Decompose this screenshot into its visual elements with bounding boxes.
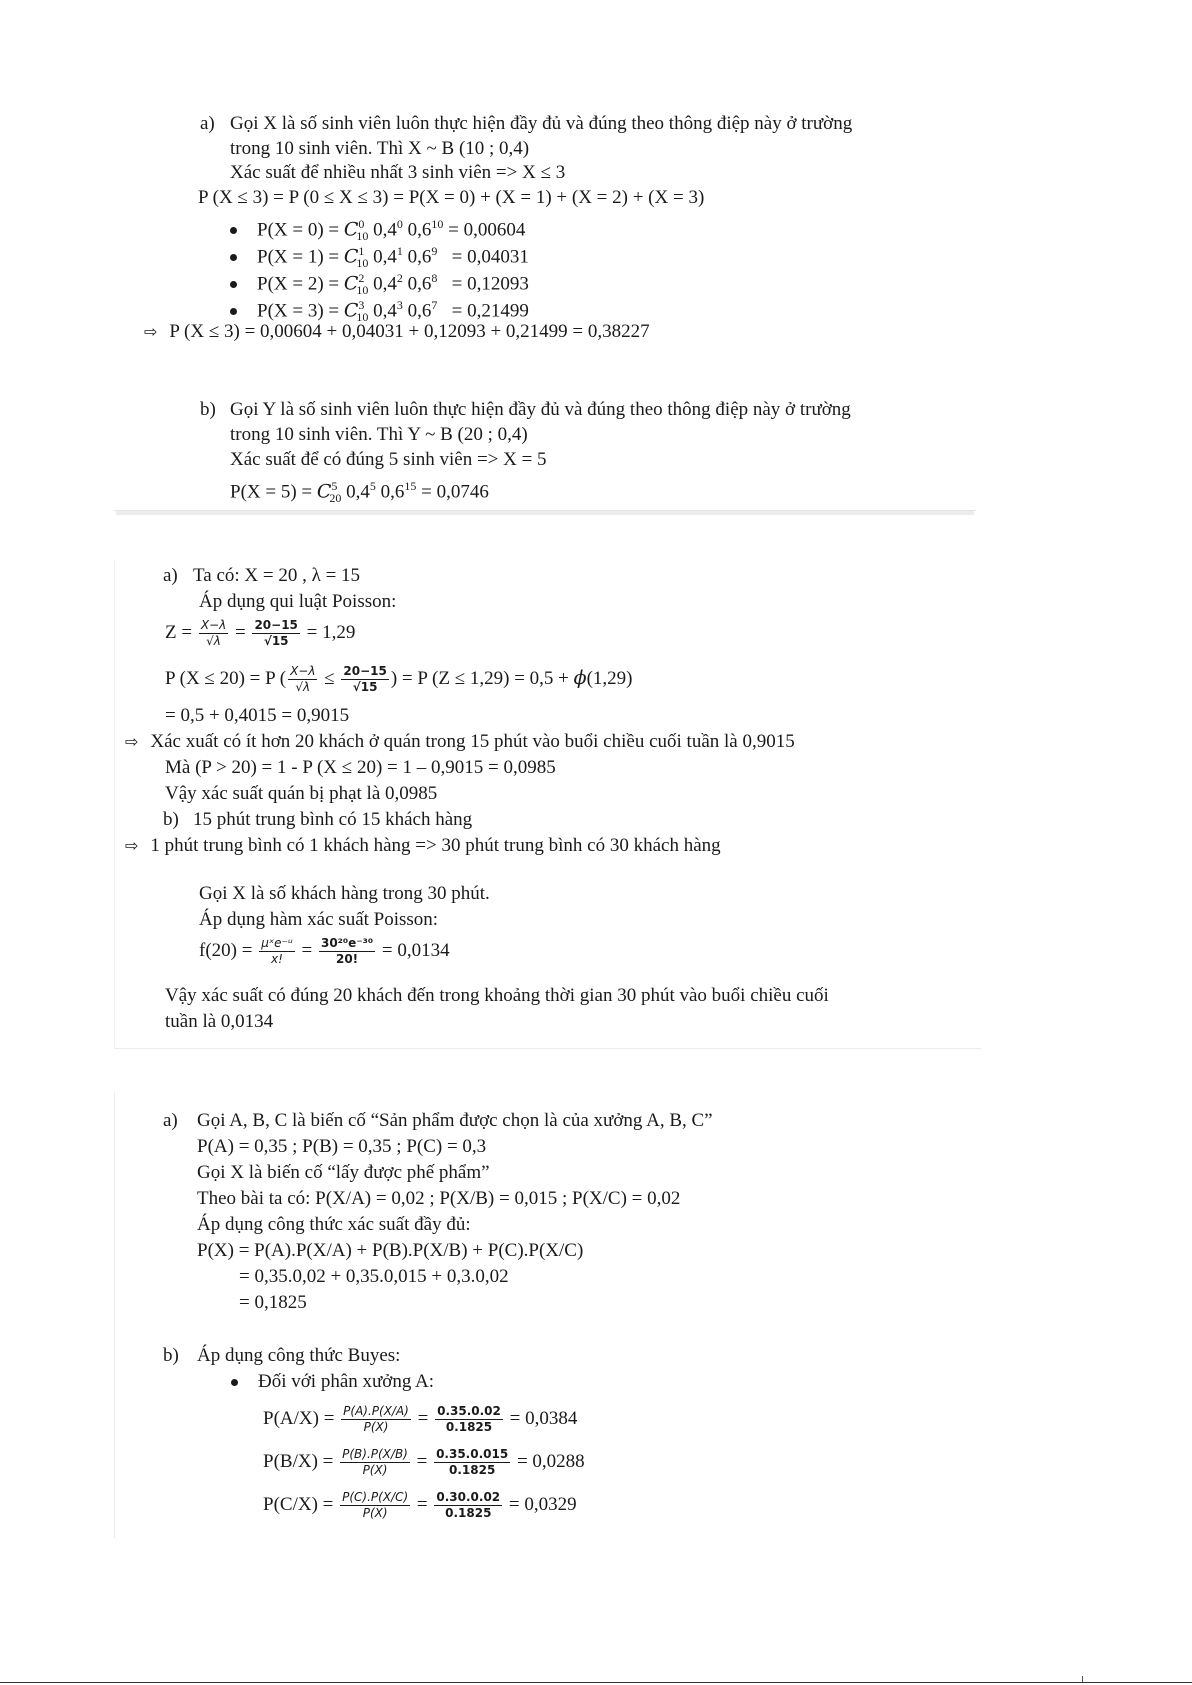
text-line: Gọi A, B, C là biến cố “Sản phẩm được chọn là của xưởng A, B, C” [197, 1110, 713, 1131]
arrow-right-icon: ⇨ [144, 322, 158, 341]
equation-z: Z = $\frac{X-\lambda}{√\lambda}$ = $\frac{20-15}{√15}$ = 1,29 [165, 618, 356, 648]
text-line: Áp dụng công thức xác suất đầy đủ: [197, 1214, 471, 1235]
equation-line: $P(X = 5) = C^5_{20}$ $0,4^5$ $0,6^{15} = 0,0746$ [230, 479, 489, 506]
text-line: Ta có: X = 20 , λ = 15 [193, 565, 361, 586]
section-binomial [114, 108, 976, 511]
equation-line: = 0,5 + 0,4015 = 0,9015 [165, 705, 350, 726]
conclusion-line: ⇨ P (X ≤ 3) = 0,00604 + 0,04031 + 0,12093 + 0,21499 = 0,38227 [144, 321, 650, 342]
text-line: 15 phút trung bình có 15 khách hàng [193, 809, 473, 830]
text-line: Theo bài ta có: P(X/A) = 0,02 ; P(X/B) = 0,015 ; P(X/C) = 0,02 [197, 1188, 681, 1209]
part-a-label: a) [163, 565, 178, 586]
arrow-right-icon: ⇨ [125, 836, 139, 855]
bullet-item: $P(X = 2) = C^2_{10}$ $0,4^2$ $0,6^8 = 0,12093$ [230, 266, 529, 302]
bullet-dot-icon [231, 1379, 238, 1386]
equation-line: P (X ≤ 3) = P (0 ≤ X ≤ 3) = P(X = 0) + (X = 1) + (X = 2) + (X = 3) [198, 187, 705, 208]
bayes-row: P(C/X) = $\frac{P(C).P(X/C)}{P(X)}$ = $\frac{0.30.0.02}{0.1825}$ = 0,0329 [263, 1490, 577, 1520]
part-b-label: b) [200, 399, 216, 420]
bullet-dot-icon [230, 281, 237, 288]
text-line: Vậy xác suất quán bị phạt là 0,0985 [165, 783, 438, 804]
equation-p: P (X ≤ 20) = P ( $\frac{X-\lambda}{√\lambda}$ ≤ $\frac{20-15}{√15}$ ) = P (Z ≤ 1,29) = 0,5 + ϕ(1,29) [165, 664, 633, 694]
arrow-right-icon: ⇨ [125, 732, 139, 751]
equation-line: = 0,35.0,02 + 0,35.0,015 + 0,3.0,02 [239, 1266, 509, 1287]
conclusion-line: ⇨ 1 phút trung bình có 1 khách hàng => 30 phút trung bình có 30 khách hàng [125, 835, 721, 856]
equation-line: P(X) = P(A).P(X/A) + P(B).P(X/B) + P(C).P(X/C) [197, 1240, 584, 1261]
text-line: trong 10 sinh viên. Thì X ~ B (10 ; 0,4) [230, 138, 530, 159]
part-a-label: a) [163, 1110, 178, 1131]
bullet-dot-icon [230, 227, 237, 234]
text-line: Áp dụng hàm xác suất Poisson: [199, 909, 439, 930]
text-line: Áp dụng công thức Buyes: [197, 1345, 401, 1366]
text-line: Áp dụng qui luật Poisson: [199, 591, 397, 612]
text-line: P(A) = 0,35 ; P(B) = 0,35 ; P(C) = 0,3 [197, 1136, 487, 1157]
bullet-item: $P(X = 0) = C^0_{10}$ $0,4^0$ $0,6^{10} = 0,00604$ [230, 212, 525, 248]
text-line: Gọi X là biến cố “lấy được phế phẩm” [197, 1162, 490, 1183]
bullet-dot-icon [230, 308, 237, 315]
text-line: trong 10 sinh viên. Thì Y ~ B (20 ; 0,4) [230, 424, 528, 445]
text-line: Gọi X là số sinh viên luôn thực hiện đầy đủ và đúng theo thông điệp này ở trường [230, 113, 853, 134]
text-line: Xác suất để có đúng 5 sinh viên => X = 5 [230, 449, 547, 470]
part-a-label: a) [200, 113, 215, 134]
bullet-item: $P(X = 3) = C^3_{10}$ $0,4^3$ $0,6^7 = 0,21499$ [230, 293, 529, 329]
part-b-label: b) [163, 1345, 179, 1366]
bayes-row: P(A/X) = $\frac{P(A).P(X/A)}{P(X)}$ = $\frac{0.35.0.02}{0.1825}$ = 0,0384 [263, 1404, 578, 1434]
conclusion-line: ⇨ Xác xuất có ít hơn 20 khách ở quán trong 15 phút vào buổi chiều cuối tuần là 0,9015 [125, 731, 795, 752]
page-bottom-rule [0, 1682, 1192, 1683]
bullet-dot-icon [230, 254, 237, 261]
part-b-label: b) [163, 809, 179, 830]
equation-f: f(20) = $\frac{\text{μˣe⁻ᵘ}}{x!}$ = $\frac{\text{30²⁰e⁻³⁰}}{20!}$ = 0,0134 [199, 936, 450, 966]
bullet-item: $P(X = 1) = C^1_{10}$ $0,4^1$ $0,6^9 = 0,04031$ [230, 239, 529, 275]
text-line: Vậy xác suất có đúng 20 khách đến trong khoảng thời gian 30 phút vào buổi chiều cuối [165, 985, 829, 1006]
section-poisson [114, 560, 981, 1049]
section-bayes [114, 1092, 895, 1538]
text-line: Gọi Y là số sinh viên luôn thực hiện đầy đủ và đúng theo thông điệp này ở trường [230, 399, 851, 420]
page-bottom-tick [1082, 1676, 1083, 1682]
equation-line: = 0,1825 [239, 1292, 307, 1313]
text-line: Xác suất để nhiều nhất 3 sinh viên => X ≤ 3 [230, 162, 566, 183]
text-line: Gọi X là số khách hàng trong 30 phút. [199, 883, 490, 904]
bayes-row: P(B/X) = $\frac{P(B).P(X/B)}{P(X)}$ = $\frac{0.35.0.015}{0.1825}$ = 0,0288 [263, 1447, 585, 1477]
text-line: Mà (P > 20) = 1 - P (X ≤ 20) = 1 – 0,9015 = 0,0985 [165, 757, 556, 778]
bullet-item: Đối với phân xưởng A: [231, 1370, 434, 1394]
text-line: tuần là 0,0134 [165, 1011, 274, 1032]
